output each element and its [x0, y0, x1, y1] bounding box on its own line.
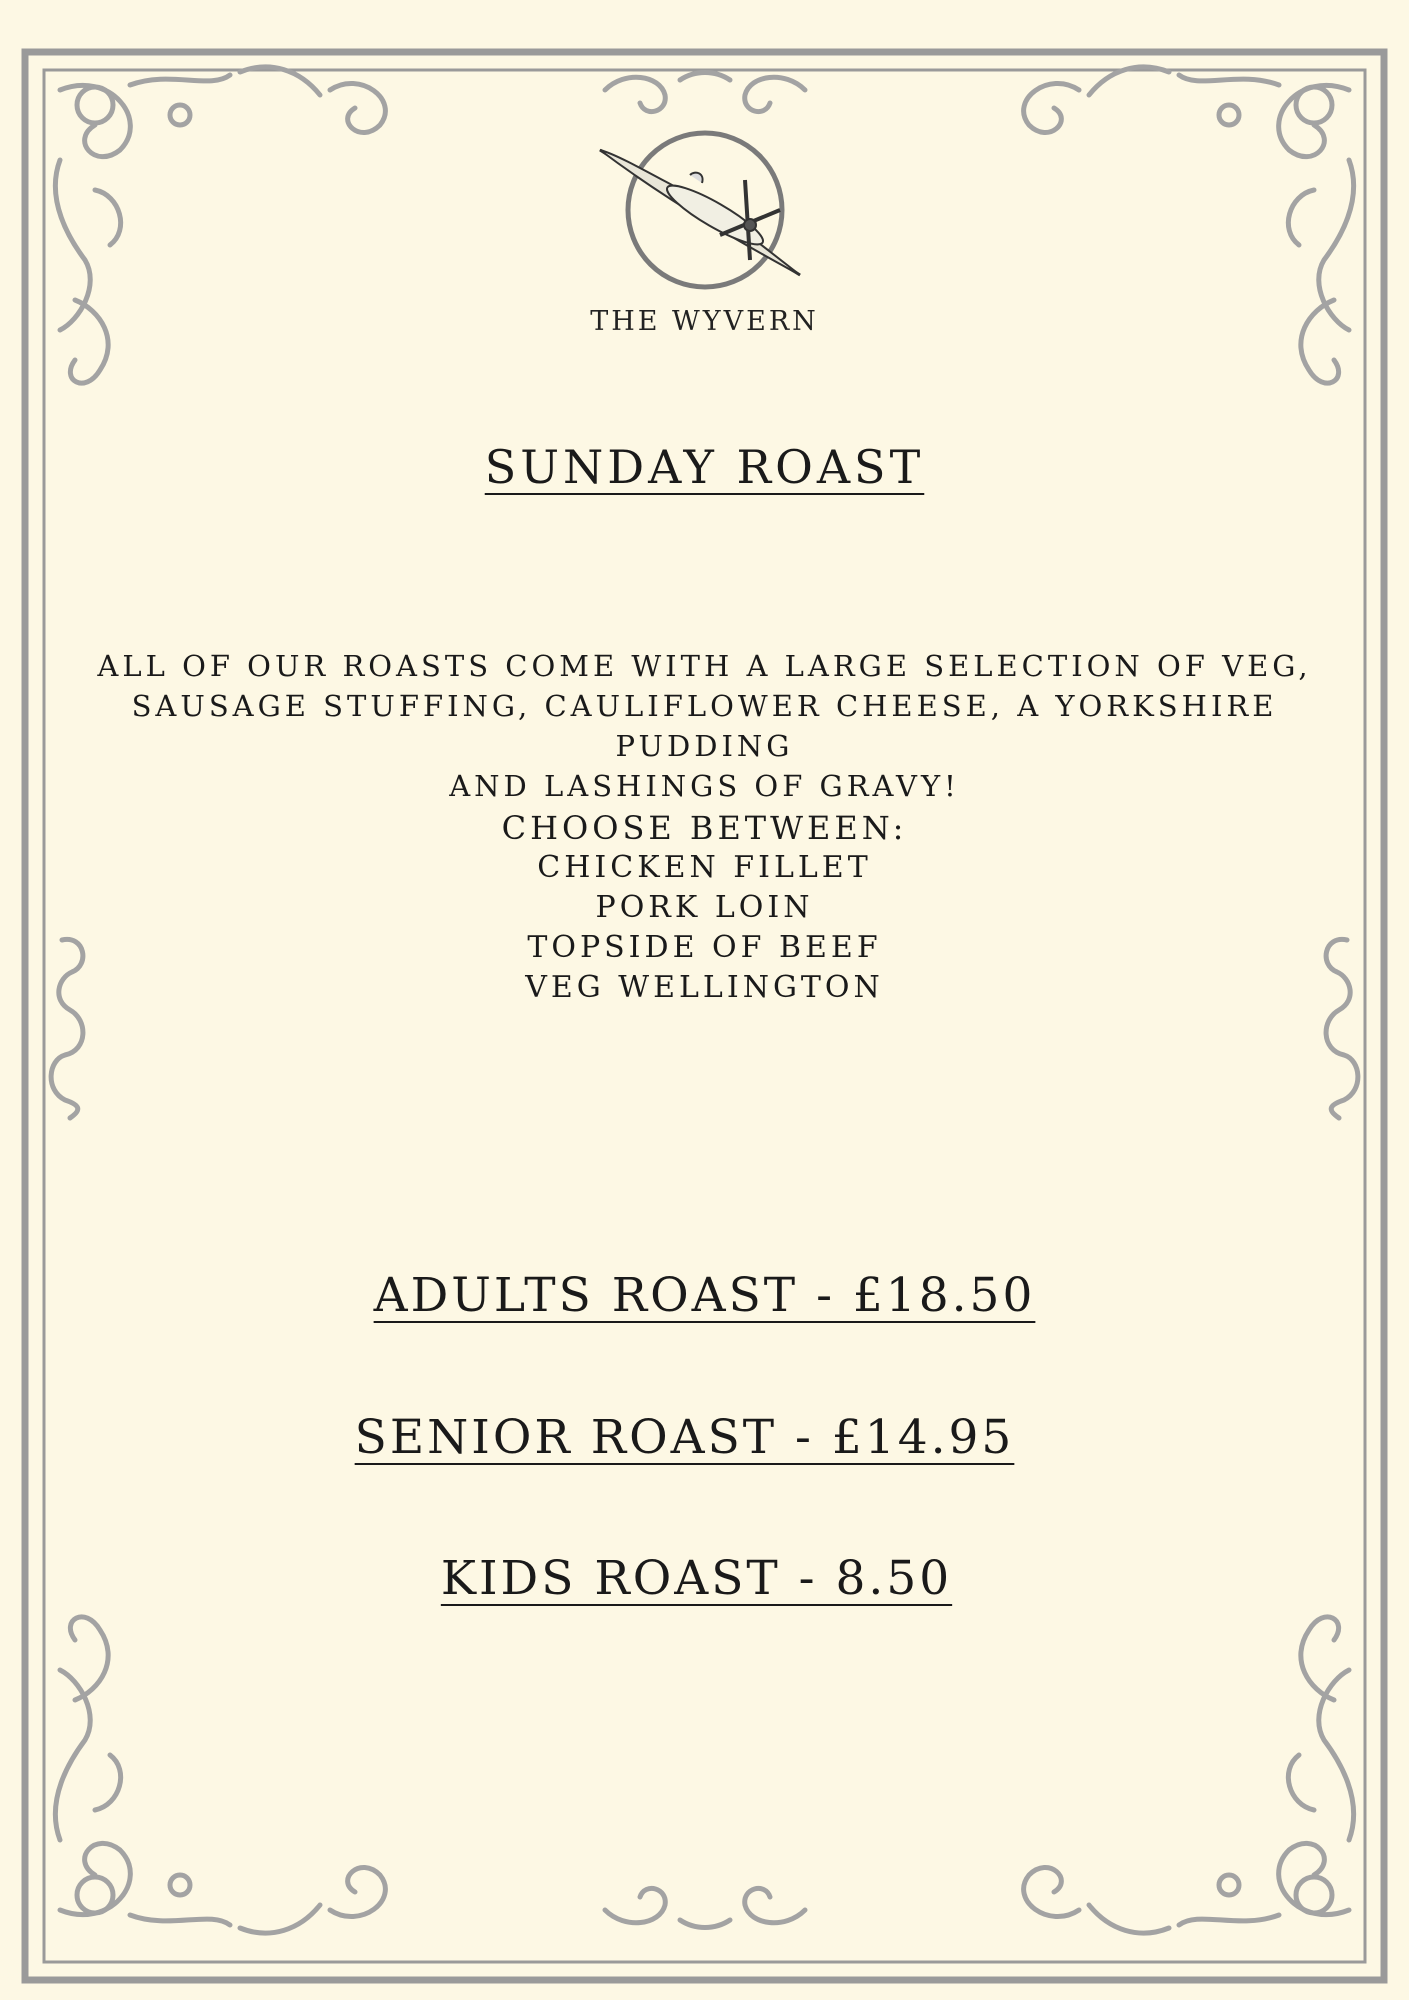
price-kids: [0, 1551, 1401, 1606]
price-adults: [0, 1268, 1409, 1323]
price-senior-text: SENIOR ROAST - £14.95: [354, 1410, 1015, 1465]
price-adults-text: ADULTS ROAST - £18.50: [373, 1268, 1036, 1323]
price-kids-text: KIDS ROAST - 8.50: [440, 1551, 953, 1606]
page-title-text: SUNDAY ROAST: [484, 440, 925, 494]
spitfire-plane-icon: [590, 125, 820, 290]
choice-item: PORK LOIN: [595, 890, 814, 925]
page-title: [0, 440, 1409, 494]
description-line: SAUSAGE STUFFING, CAULIFLOWER CHEESE, A YORKSHIRE PUDDING: [131, 689, 1278, 763]
choices-heading: CHOOSE BETWEEN:: [501, 809, 908, 847]
choice-item: CHICKEN FILLET: [537, 850, 872, 885]
price-senior: [0, 1410, 1389, 1465]
meat-choices: [0, 808, 1409, 1008]
choice-item: TOPSIDE OF BEEF: [527, 930, 882, 965]
roast-description: [70, 646, 1339, 806]
choice-item: VEG WELLINGTON: [525, 970, 884, 1005]
brand-name: THE WYVERN: [590, 306, 819, 337]
description-line: ALL OF OUR ROASTS COME WITH A LARGE SELECTION OF VEG,: [97, 649, 1312, 683]
description-line: AND LASHINGS OF GRAVY!: [449, 769, 960, 803]
